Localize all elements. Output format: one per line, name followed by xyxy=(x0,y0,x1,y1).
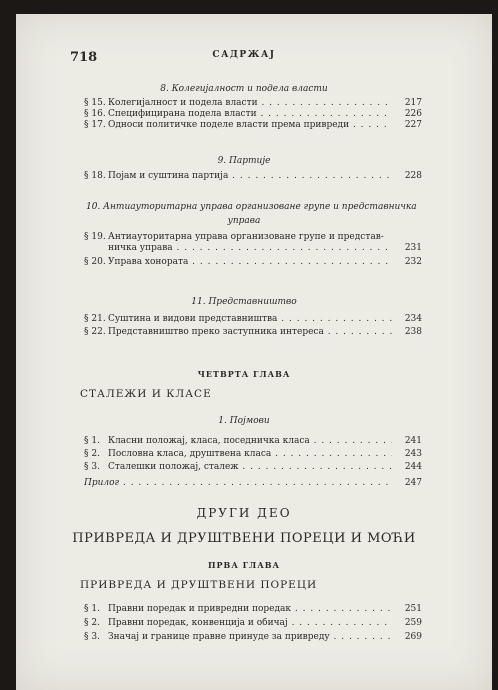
section-10-title-line1: 10. Антиауторитарна управа организоване групе и представничка xyxy=(86,202,417,212)
toc-entry[interactable] xyxy=(84,257,422,268)
toc-entry[interactable] xyxy=(84,171,422,182)
chapter-1-label: ПРВА ГЛАВА xyxy=(207,560,281,570)
chapter-4-list xyxy=(84,436,422,489)
toc-page-number: 238 xyxy=(404,327,422,337)
toc-section-symbol: § 16. xyxy=(84,109,106,119)
toc-entry-text: Односи политичке поделе власти према привреди . . . xyxy=(108,120,392,131)
toc-section-symbol: § 15. xyxy=(84,98,106,108)
toc-section-symbol: § 2. xyxy=(84,618,100,628)
section-8-list xyxy=(84,98,422,131)
section-9-title: 9. Партије xyxy=(217,156,271,166)
toc-section-symbol: § 19. xyxy=(84,232,106,242)
toc-entry[interactable] xyxy=(84,120,422,131)
toc-entry[interactable] xyxy=(84,618,422,629)
toc-entry-text: Пословна класа, друштвена класа . . . xyxy=(108,449,392,460)
toc-page-number: 269 xyxy=(404,632,422,642)
toc-entry[interactable] xyxy=(84,436,422,447)
toc-entry[interactable] xyxy=(84,632,422,643)
toc-entry[interactable] xyxy=(84,314,422,325)
chapter-1-title: ПРИВРЕДА И ДРУШТВЕНИ ПОРЕЦИ xyxy=(80,579,318,591)
section-10-list xyxy=(84,232,422,268)
part-2-label: ДРУГИ ДЕО xyxy=(196,506,292,520)
toc-entry-text: Антиауторитарна управа организоване групе и представ- xyxy=(108,232,384,242)
section-9-list xyxy=(84,171,422,182)
chapter-4-section-title: 1. Појмови xyxy=(218,416,270,426)
section-11-list xyxy=(84,314,422,338)
toc-section-symbol: § 3. xyxy=(84,462,100,472)
toc-entry-text: Прилог . . . xyxy=(84,478,392,489)
toc-page-number: 232 xyxy=(404,257,422,267)
toc-page-number: 259 xyxy=(404,618,422,628)
chapter-4-label: ЧЕТВРТА ГЛАВА xyxy=(197,369,291,379)
section-8-title: 8. Колегијалност и подела власти xyxy=(160,84,328,94)
toc-section-symbol: § 3. xyxy=(84,632,100,642)
toc-entry-text: Управа хонората . . . xyxy=(108,257,392,268)
toc-entry-text: Специфицирана подела власти . . . xyxy=(108,109,392,120)
toc-page-number: 217 xyxy=(404,98,422,108)
toc-entry-text: Суштина и видови представништва . . . xyxy=(108,314,392,325)
toc-entry[interactable] xyxy=(84,449,422,460)
toc-entry-text: Класни положај, класа, поседничка класа . . . xyxy=(108,436,392,447)
toc-appendix-entry[interactable] xyxy=(84,478,422,489)
toc-section-symbol: § 1. xyxy=(84,604,100,614)
toc-section-symbol: § 20. xyxy=(84,257,106,267)
toc-entry[interactable] xyxy=(84,462,422,473)
toc-section-symbol: § 2. xyxy=(84,449,100,459)
toc-page-number: 247 xyxy=(404,478,422,488)
toc-section-symbol: § 17. xyxy=(84,120,106,130)
toc-entry-text: Представништво преко заступника интереса . . . xyxy=(108,327,392,338)
toc-section-symbol: § 1. xyxy=(84,436,100,446)
toc-entry-text: Колегијалност и подела власти . . . xyxy=(108,98,392,109)
toc-page-number: 226 xyxy=(404,109,422,119)
toc-entry-text: Појам и суштина партија . . . xyxy=(108,171,392,182)
toc-page-number: 234 xyxy=(404,314,422,324)
toc-entry-text: Сталешки положај, сталеж . . . xyxy=(108,462,392,473)
toc-page-number: 228 xyxy=(404,171,422,181)
page-number: 718 xyxy=(70,50,98,65)
toc-page-number: 251 xyxy=(404,604,422,614)
toc-page-number: 227 xyxy=(404,120,422,130)
toc-entry-text: Правни поредак и привредни поредак . . . xyxy=(108,604,392,615)
toc-entry[interactable] xyxy=(84,98,422,109)
toc-section-symbol: § 22. xyxy=(84,327,106,337)
toc-entry-text: Значај и границе правне принуде за привреду . . . xyxy=(108,632,392,643)
toc-entry[interactable] xyxy=(84,604,422,615)
toc-entry[interactable] xyxy=(84,327,422,338)
toc-entry[interactable] xyxy=(84,109,422,120)
toc-entry-text: ничка управа . . . xyxy=(108,243,392,254)
toc-entry-first-line[interactable] xyxy=(84,232,422,243)
chapter-1-list xyxy=(84,604,422,643)
book-page xyxy=(16,14,492,690)
toc-page-number: 241 xyxy=(404,436,422,446)
toc-page-number: 244 xyxy=(404,462,422,472)
toc-page-number: 243 xyxy=(404,449,422,459)
section-10-title-line2: управа xyxy=(227,216,261,226)
toc-page-number: 231 xyxy=(404,243,422,253)
running-head: САДРЖАЈ xyxy=(212,50,276,60)
toc-section-symbol: § 18. xyxy=(84,171,106,181)
chapter-4-title: СТАЛЕЖИ И КЛАСЕ xyxy=(80,388,212,400)
toc-entry-continuation[interactable] xyxy=(84,243,422,254)
toc-section-symbol: § 21. xyxy=(84,314,106,324)
toc-entry-text: Правни поредак, конвенција и обичај . . . xyxy=(108,618,392,629)
section-11-title: 11. Представништво xyxy=(191,297,297,307)
part-2-title: ПРИВРЕДА И ДРУШТВЕНИ ПОРЕЦИ И МОЋИ xyxy=(72,531,416,546)
